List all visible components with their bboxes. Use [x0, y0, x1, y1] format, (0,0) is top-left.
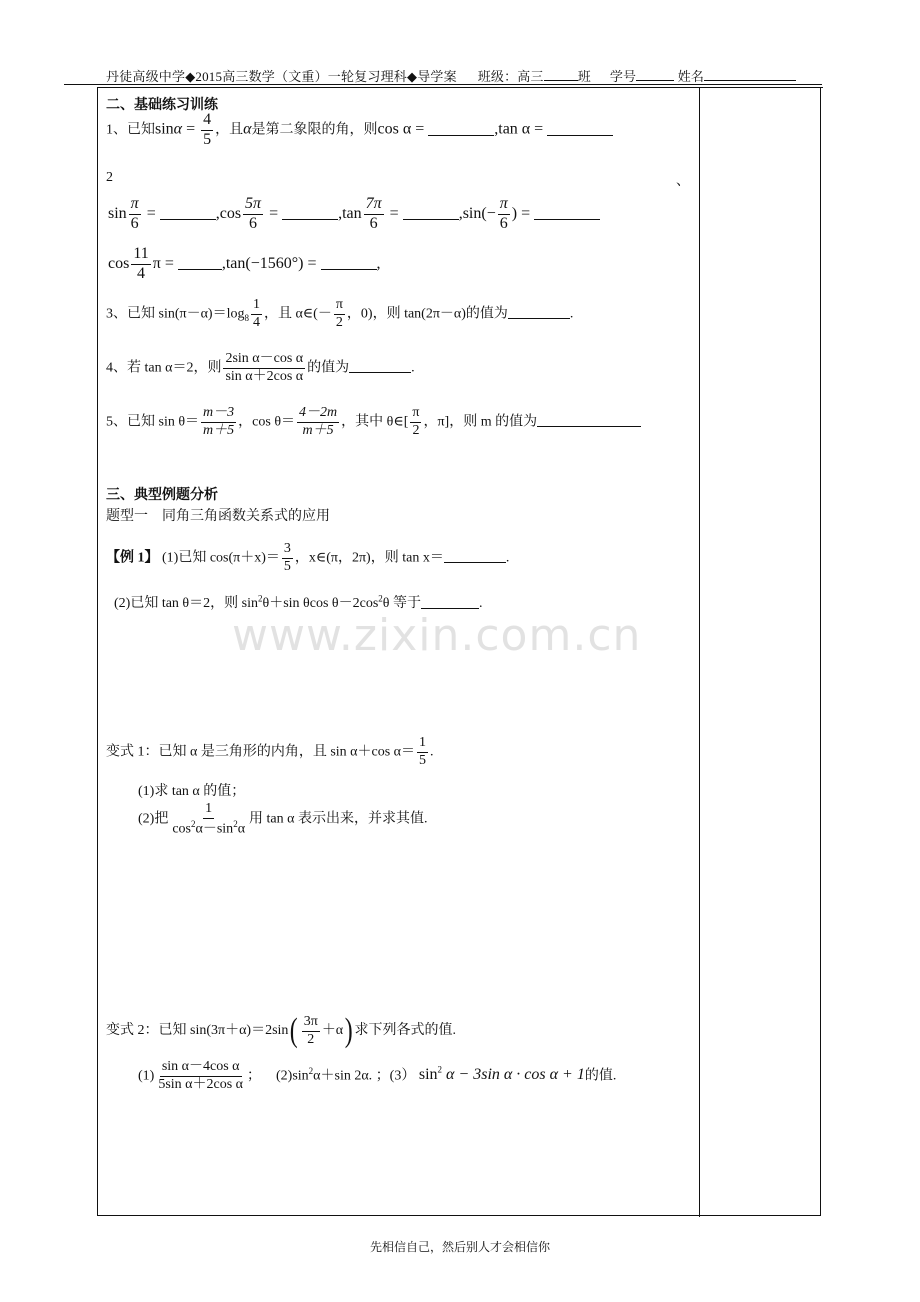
var1-p2-suffix: 用 tan α 表示出来，并求其值. — [249, 811, 428, 827]
variant-1-part-2 — [138, 802, 427, 837]
q2-cos2-frac — [131, 246, 150, 283]
name-label: 姓名 — [677, 69, 705, 84]
q2-tan-frac — [364, 196, 384, 233]
name-blank[interactable] — [704, 68, 796, 81]
q3-end: . — [569, 306, 574, 322]
q2-cos2: cos — [108, 254, 130, 272]
question-3 — [106, 298, 573, 330]
q5-blank[interactable] — [537, 412, 641, 427]
q2-cos2-tail: π = — [152, 254, 178, 272]
var2-p2-tail: α＋sin 2α. — [313, 1068, 373, 1084]
q3-mid: ，且 α∈(－ — [263, 306, 332, 322]
q1-eq: = — [182, 120, 200, 138]
q4-frac — [223, 352, 305, 384]
question-1 — [106, 112, 613, 149]
q2-sinneg-den: 6 — [499, 214, 508, 232]
q2-sinneg-blank[interactable] — [534, 205, 600, 220]
class-blank[interactable] — [544, 68, 578, 81]
q5-mid: ，cos θ＝ — [238, 414, 296, 430]
q2-tan: ,tan — [338, 204, 362, 222]
q1-mid-var: α — [243, 120, 252, 138]
q3-int-den: 2 — [335, 314, 343, 330]
q2-tan-den: 6 — [369, 214, 378, 232]
var2-p3-sq: 2 — [437, 1065, 443, 1076]
q4-end: . — [411, 360, 415, 376]
ex1-p1-prefix: (1)已知 cos(π＋x)＝ — [158, 550, 280, 566]
q4-prefix: 4、若 tan α＝2，则 — [106, 360, 222, 376]
q5-int-den: 2 — [412, 422, 420, 438]
q5-sin-num: m－3 — [201, 406, 236, 423]
ex1-p2-mid2: θ 等于 — [382, 596, 421, 611]
ex1-p1-den: 5 — [283, 558, 291, 574]
var1-p2-frac — [170, 802, 247, 837]
q2-tan-num: 7π — [364, 196, 384, 215]
var2-inner-tail: ＋α — [321, 1023, 344, 1039]
var1-p2-num: 1 — [203, 802, 214, 819]
var2-p3-expr-b: α − 3sin α · cos α + 1 — [442, 1066, 585, 1084]
student-no-label: 学号 — [609, 69, 637, 84]
q5-int-num: π — [410, 406, 421, 423]
ex1-p2-prefix: (2)已知 tan θ＝2，则 sin — [114, 596, 258, 611]
q2-cos-frac — [243, 196, 263, 233]
var2-prefix: 变式 2：已知 sin(3π＋α)＝2sin — [106, 1023, 289, 1039]
footer-motto: 先相信自己，然后别人才会相信你 — [369, 1240, 550, 1254]
ex1-p1-frac — [282, 542, 293, 574]
class-suffix: 班 — [577, 69, 591, 84]
q2-sin-den: 6 — [130, 214, 139, 232]
q2-cos2-num: 11 — [131, 246, 150, 265]
var1-p2-den-a: cos — [172, 821, 191, 837]
page-header — [106, 66, 826, 85]
ex1-p2-sq1: 2 — [257, 593, 263, 604]
notes-column-divider — [699, 88, 700, 1217]
q3-log-frac — [251, 298, 262, 330]
q3-prefix: 3、已知 sin(π－α)＝log — [106, 306, 245, 322]
q2-cos-num: 5π — [243, 196, 263, 215]
q2-cos: ,cos — [215, 204, 242, 222]
var2-paren-open: ( — [290, 1012, 299, 1049]
q3-mid2: ，0)，则 tan(2π－α)的值为 — [346, 306, 508, 322]
q1-func: sin — [155, 120, 174, 138]
q2-sinneg-frac — [498, 196, 510, 233]
var2-p2: (2)sin — [276, 1068, 309, 1084]
q2-tan-blank[interactable] — [403, 205, 459, 220]
section-subtitle-type-1: 题型一 同角三角函数关系式的应用 — [106, 509, 330, 524]
var2-p1-den: 5sin α＋2cos α — [158, 1076, 243, 1092]
q4-num: 2sin α－cos α — [223, 352, 305, 369]
question-2-number: 2 — [106, 170, 113, 185]
q3-log-base: 8 — [244, 313, 249, 324]
ex1-p2-mid1: θ＋sin θcos θ－2cos — [262, 596, 379, 611]
class-label: 班级：高三 — [477, 69, 544, 84]
q1-frac-num: 4 — [201, 112, 213, 131]
q3-int-frac — [334, 298, 345, 330]
ex1-p1-blank[interactable] — [444, 548, 506, 563]
q5-cos-frac — [297, 406, 339, 438]
var2-p3-end: 的值. — [584, 1068, 617, 1084]
q4-suffix: 的值为 — [307, 360, 350, 376]
ex1-p2-end: . — [478, 596, 483, 611]
ex1-p1-mid: ，x∈(π，2π)，则 tan x＝ — [294, 550, 444, 566]
var2-p3-label: ；(3） — [375, 1068, 416, 1084]
var1-p2-den-b: α－sin — [195, 821, 234, 837]
variant-2-statement — [106, 1014, 456, 1048]
var1-p2-prefix: (2)把 — [138, 811, 169, 827]
var2-p1-num: sin α－4cos α — [160, 1060, 242, 1077]
q2-sinneg: ,sin(− — [458, 204, 496, 222]
example-1-label: 【例 1】 — [106, 550, 159, 566]
q1-prefix: 1、已知 — [106, 122, 155, 138]
watermark: www.zixin.com.cn — [232, 610, 642, 661]
q5-mid2: ，其中 θ∈[ — [341, 414, 409, 430]
var2-inner-num: 3π — [302, 1015, 320, 1032]
example-1-part-2 — [114, 592, 482, 612]
var1-prefix: 变式 1：已知 α 是三角形的内角，且 sin α＋cos α＝ — [106, 744, 416, 760]
q1-frac-den: 5 — [203, 130, 212, 148]
q1-fraction — [201, 112, 213, 149]
var2-inner-den: 2 — [307, 1031, 315, 1047]
var1-p2-sq1: 2 — [191, 818, 196, 829]
q1-var: α — [173, 120, 183, 138]
q1-cos-blank[interactable] — [428, 121, 494, 136]
question-2-line-2 — [108, 246, 381, 283]
var2-paren-close: ) — [344, 1012, 353, 1049]
q2-sin: sin — [108, 204, 127, 222]
q2-cos2-den: 4 — [137, 264, 146, 282]
q5-prefix: 5、已知 sin θ＝ — [106, 414, 200, 430]
var2-p2-sq: 2 — [308, 1065, 314, 1076]
var1-p2-den-c: α — [237, 821, 246, 837]
var2-inner-frac — [302, 1015, 320, 1047]
var2-suffix: 求下列各式的值. — [354, 1023, 456, 1039]
var2-p1-frac — [156, 1060, 245, 1092]
q5-mid3: ，π]，则 m 的值为 — [423, 414, 538, 430]
school-title: 丹徒高级中学◆2015高三数学（文重）一轮复习理科◆导学案 — [106, 69, 457, 84]
question-4 — [106, 352, 415, 384]
variant-2-parts — [138, 1060, 616, 1092]
q2-cos-den: 6 — [249, 214, 258, 232]
q5-sin-frac — [201, 406, 236, 438]
q1-mid: ，且 — [215, 122, 244, 138]
var2-p1-label: (1) — [138, 1068, 155, 1084]
var1-frac — [417, 736, 428, 768]
q2-sin-frac — [129, 196, 141, 233]
q1-tan-expr: ,tan α = — [494, 120, 548, 138]
variant-1-statement — [106, 736, 434, 768]
q3-int-num: π — [334, 298, 345, 315]
q2-tan2-blank[interactable] — [321, 255, 377, 270]
question-2-trail: 、 — [676, 174, 690, 189]
header-rule-top — [64, 84, 822, 85]
ex1-p1-end: . — [505, 550, 510, 566]
q2-cos2-blank[interactable] — [178, 255, 222, 270]
q5-int-frac — [410, 406, 421, 438]
question-5 — [106, 406, 641, 438]
var1-end: . — [430, 744, 434, 760]
ex1-p1-num: 3 — [282, 542, 293, 559]
q2-sin-num: π — [129, 196, 141, 215]
question-2-line-1: sin $\frac{\pi}{6}$ = ,cos $\frac{5\pi}{6}$ = ,tan $\frac{7\pi}{6}$ = ,sin(− $\frac{\pi}{6}$ ) = — [108, 196, 600, 233]
section-title-basic-practice: 二、基础练习训练 — [106, 97, 218, 113]
var1-p2-sq2: 2 — [233, 818, 238, 829]
var2-p3-expr-a: sin — [418, 1066, 438, 1084]
q2-sinneg-close: ) — [511, 204, 518, 222]
q5-sin-den: m＋5 — [203, 422, 235, 438]
q3-log-den: 4 — [252, 314, 260, 330]
q2-cos-blank[interactable] — [282, 205, 338, 220]
q5-cos-den: m＋5 — [302, 422, 334, 438]
var1-den: 5 — [419, 752, 427, 768]
q2-sin-blank[interactable] — [160, 205, 216, 220]
q1-cos-expr: cos α = — [377, 120, 429, 138]
q1-tan-blank[interactable] — [547, 121, 613, 136]
var1-num: 1 — [417, 736, 428, 753]
var2-p1-end: ； — [247, 1068, 261, 1084]
q5-cos-num: 4－2m — [297, 406, 339, 423]
ex1-p2-blank[interactable] — [421, 594, 479, 609]
student-no-blank[interactable] — [636, 68, 674, 81]
q2-sinneg-num: π — [498, 196, 510, 215]
q2-line2-end: , — [376, 254, 381, 272]
section-title-example-analysis: 三、典型例题分析 — [106, 487, 218, 503]
q2-tan2: ,tan(−1560°) = — [221, 254, 321, 272]
q4-den: sin α＋2cos α — [225, 368, 304, 384]
ex1-p2-sq2: 2 — [378, 593, 383, 604]
q3-log-num: 1 — [251, 298, 262, 315]
example-1-part-1 — [106, 542, 509, 574]
q1-mid2: 是第二象限的角，则 — [251, 122, 378, 138]
variant-1-part-1: (1)求 tan α 的值； — [138, 784, 246, 799]
q3-blank[interactable] — [508, 304, 570, 319]
q4-blank[interactable] — [349, 358, 411, 373]
